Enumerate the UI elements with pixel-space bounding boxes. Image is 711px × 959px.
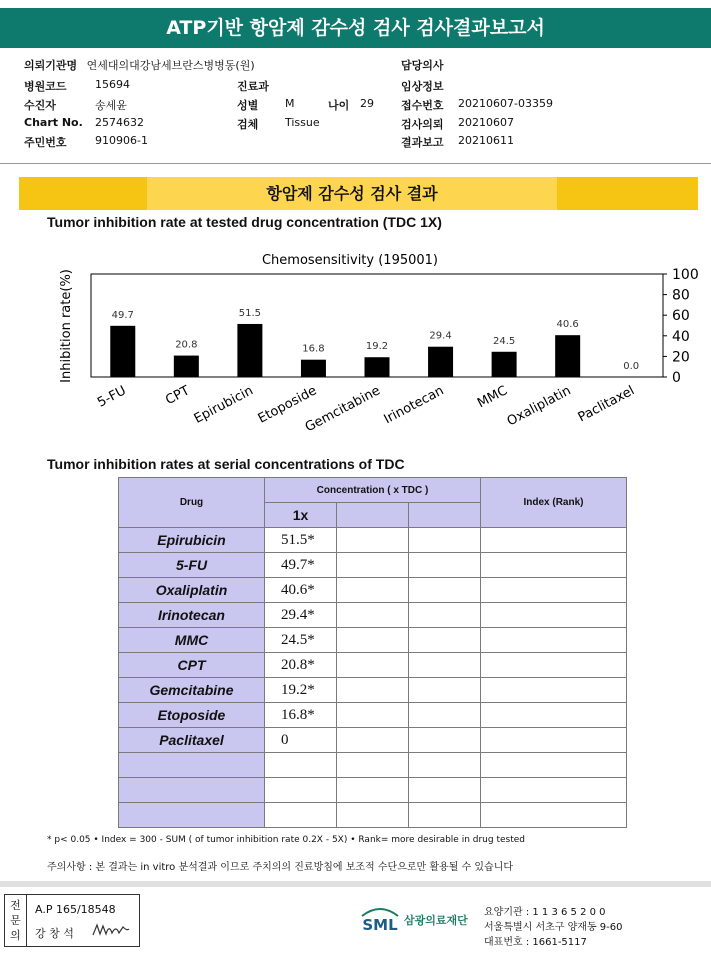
index-cell [481, 628, 627, 653]
table-row [119, 703, 627, 728]
drug-name: Irinotecan [119, 603, 265, 628]
table-row [119, 653, 627, 678]
x-tick-label: Oxaliplatin [504, 383, 574, 430]
age-label: 나이 [328, 99, 350, 112]
x-tick-label: Irinotecan [381, 383, 447, 428]
bar-gemcitabine [365, 357, 390, 377]
index-cell [481, 778, 627, 803]
drug-name: Paclitaxel [119, 728, 265, 753]
header-clinical-info [401, 78, 444, 94]
bar-oxaliplatin [555, 335, 580, 377]
index-cell [481, 603, 627, 628]
drug-name [119, 803, 265, 828]
bar-value-label: 20.8 [175, 339, 198, 351]
specimen-label: 검체 [237, 118, 259, 131]
table-row [119, 603, 627, 628]
header-dept [237, 78, 269, 94]
signature [91, 921, 131, 939]
table-row [119, 728, 627, 753]
header-chart-no [24, 116, 144, 129]
empty-cell [409, 528, 481, 553]
bar-mmc [492, 352, 517, 377]
index-header: Index (Rank) [481, 478, 627, 528]
address-line: 서울특별시 서초구 양재동 9-60 [484, 922, 623, 933]
doctor-label: 담당의사 [401, 59, 444, 72]
index-cell [481, 703, 627, 728]
hospital-code-value: 15694 [95, 78, 130, 91]
subhead-serial: Tumor inhibition rates at serial concentrations of TDC [47, 456, 405, 472]
index-cell [481, 578, 627, 603]
request-date-label: 검사의뢰 [401, 118, 444, 131]
empty-cell [337, 628, 409, 653]
empty-cell [409, 803, 481, 828]
x-tick-label: CPT [163, 383, 193, 409]
results-table [118, 477, 627, 828]
bar-etoposide [301, 360, 326, 377]
index-cell [481, 528, 627, 553]
header-doctor [401, 57, 444, 73]
empty-cell [337, 703, 409, 728]
hospital-code-label: 병원코드 [24, 80, 67, 93]
concentration-header: Concentration ( x TDC ) [265, 478, 481, 503]
inhibition-value: 19.2* [265, 678, 337, 703]
bar-value-label: 29.4 [429, 330, 452, 342]
header-patient [24, 97, 127, 113]
org-value: 연세대의대강남세브란스병병동(원) [86, 59, 255, 72]
stamp-license: A.P 165/18548 [35, 903, 116, 916]
index-cell [481, 678, 627, 703]
drug-header: Drug [119, 478, 265, 528]
clinical-info-label: 임상정보 [401, 80, 444, 93]
drug-name: MMC [119, 628, 265, 653]
col-empty-header [409, 503, 481, 528]
patient-label: 수진자 [24, 99, 56, 112]
inhibition-value: 49.7* [265, 553, 337, 578]
table-row [119, 528, 627, 553]
header-hospital-code [24, 78, 130, 94]
patient-value: 송세윤 [95, 99, 127, 112]
bottom-divider [0, 881, 711, 887]
x-tick-label: Etoposide [255, 383, 320, 427]
bar-epirubicin [237, 324, 262, 377]
table-row [119, 753, 627, 778]
caution-note: 주의사항 : 본 결과는 in vitro 분석결과 이므로 주치의의 진료방침에 보조적 수단으로만 활용될 수 있습니다 [47, 862, 514, 873]
bar-value-label: 51.5 [238, 307, 262, 319]
inhibition-value: 16.8* [265, 703, 337, 728]
empty-cell [337, 678, 409, 703]
empty-cell [409, 728, 481, 753]
resident-no-label: 주민번호 [24, 136, 67, 149]
stamp-name: 강 창 석 [35, 927, 74, 940]
empty-cell [409, 703, 481, 728]
bar-value-label: 16.8 [302, 343, 325, 355]
inhibition-value: 0 [265, 728, 337, 753]
specimen-value: Tissue [285, 116, 320, 129]
footnote: * p< 0.05 • Index = 300 - SUM ( of tumor inhibition rate 0.2X - 5X) • Rank= more desirable in drug tested [47, 835, 525, 845]
empty-cell [337, 578, 409, 603]
subhead-tdc1x: Tumor inhibition rate at tested drug concentration (TDC 1X) [47, 214, 442, 230]
specialist-stamp [4, 894, 140, 947]
x-tick-label: 5-FU [95, 383, 129, 411]
bar-cpt [174, 356, 199, 377]
chart-no-value: 2574632 [95, 116, 144, 129]
x-tick-label: MMC [475, 383, 510, 412]
empty-cell [409, 553, 481, 578]
empty-cell [337, 553, 409, 578]
resident-no-value: 910906-1 [95, 134, 148, 147]
empty-cell [337, 753, 409, 778]
index-cell [481, 753, 627, 778]
x-tick-label: Gemcitabine [302, 383, 383, 436]
drug-name: Etoposide [119, 703, 265, 728]
institution-code: 요양기관 : 1 1 3 6 5 2 0 0 [484, 907, 606, 918]
empty-cell [409, 678, 481, 703]
sml-logo [358, 900, 402, 940]
x-tick-label: Epirubicin [191, 383, 256, 427]
header-resident-no [24, 134, 148, 150]
empty-cell [337, 728, 409, 753]
empty-cell [409, 653, 481, 678]
chemosensitivity-chart [0, 240, 711, 450]
col-empty-header [337, 503, 409, 528]
bar-5-fu [110, 326, 135, 377]
stamp-side-label: 전문의 [5, 895, 27, 946]
empty-cell [409, 753, 481, 778]
section-title: 항암제 감수성 검사 결과 [147, 177, 557, 210]
report-date-label: 결과보고 [401, 136, 444, 149]
sex-value: M [285, 97, 295, 110]
y-tick-label: 100 [672, 267, 699, 283]
chart-no-label: Chart No. [24, 116, 83, 129]
inhibition-value: 51.5* [265, 528, 337, 553]
bar-value-label: 0.0 [623, 361, 640, 372]
drug-name: CPT [119, 653, 265, 678]
table-row [119, 628, 627, 653]
bar-value-label: 24.5 [492, 335, 516, 347]
request-date-value: 20210607 [458, 116, 514, 129]
phone-line: 대표번호 : 1661-5117 [484, 937, 587, 948]
bar-value-label: 40.6 [556, 319, 579, 331]
empty-cell [409, 778, 481, 803]
y-tick-label: 20 [672, 349, 690, 366]
y-tick-label: 40 [672, 328, 690, 345]
drug-name: Epirubicin [119, 528, 265, 553]
header-request-date [401, 116, 514, 132]
chart-title: Chemosensitivity (195001) [261, 253, 439, 268]
y-tick-label: 80 [672, 287, 690, 304]
bar-value-label: 19.2 [365, 341, 389, 353]
index-cell [481, 553, 627, 578]
index-cell [481, 728, 627, 753]
empty-cell [337, 603, 409, 628]
drug-name: Oxaliplatin [119, 578, 265, 603]
empty-cell [337, 653, 409, 678]
empty-cell [409, 628, 481, 653]
bar-value-label: 49.7 [111, 309, 134, 321]
drug-name [119, 778, 265, 803]
inhibition-value [265, 778, 337, 803]
section-band [19, 177, 698, 210]
drug-name: 5-FU [119, 553, 265, 578]
org-label: 의뢰기관명 [24, 59, 78, 72]
table-row [119, 578, 627, 603]
inhibition-value: 20.8* [265, 653, 337, 678]
drug-name: Gemcitabine [119, 678, 265, 703]
inhibition-value [265, 803, 337, 828]
inhibition-value: 24.5* [265, 628, 337, 653]
header-org [24, 57, 255, 73]
drug-name [119, 753, 265, 778]
index-cell [481, 653, 627, 678]
dept-label: 진료과 [237, 80, 269, 93]
y-axis-label: Inhibition rate(%) [59, 269, 74, 383]
bar-irinotecan [428, 347, 453, 377]
svg-text:SML: SML [362, 916, 398, 934]
table-row [119, 678, 627, 703]
report-date-value: 20210611 [458, 134, 514, 147]
report-title: ATP기반 항암제 감수성 검사 검사결과보고서 [0, 8, 711, 48]
receipt-no-value: 20210607-03359 [458, 97, 553, 110]
empty-cell [337, 803, 409, 828]
table-row [119, 803, 627, 828]
empty-cell [337, 528, 409, 553]
col-1x-header: 1x [265, 503, 337, 528]
sex-label: 성별 [237, 99, 259, 112]
inhibition-value: 40.6* [265, 578, 337, 603]
header-report-date [401, 134, 514, 150]
age-value: 29 [360, 97, 374, 110]
empty-cell [409, 603, 481, 628]
table-row [119, 553, 627, 578]
receipt-no-label: 접수번호 [401, 99, 444, 112]
header-specimen [237, 116, 320, 132]
y-tick-label: 60 [672, 308, 690, 325]
x-tick-label: Paclitaxel [575, 383, 638, 426]
header-sex-age [237, 97, 374, 113]
empty-cell [337, 778, 409, 803]
inhibition-value [265, 753, 337, 778]
header-receipt-no [401, 97, 553, 113]
empty-cell [409, 578, 481, 603]
index-cell [481, 803, 627, 828]
foundation-name: 삼광의료재단 [404, 914, 468, 927]
inhibition-value: 29.4* [265, 603, 337, 628]
header-divider [0, 163, 711, 164]
y-tick-label: 0 [672, 370, 681, 386]
table-row [119, 778, 627, 803]
